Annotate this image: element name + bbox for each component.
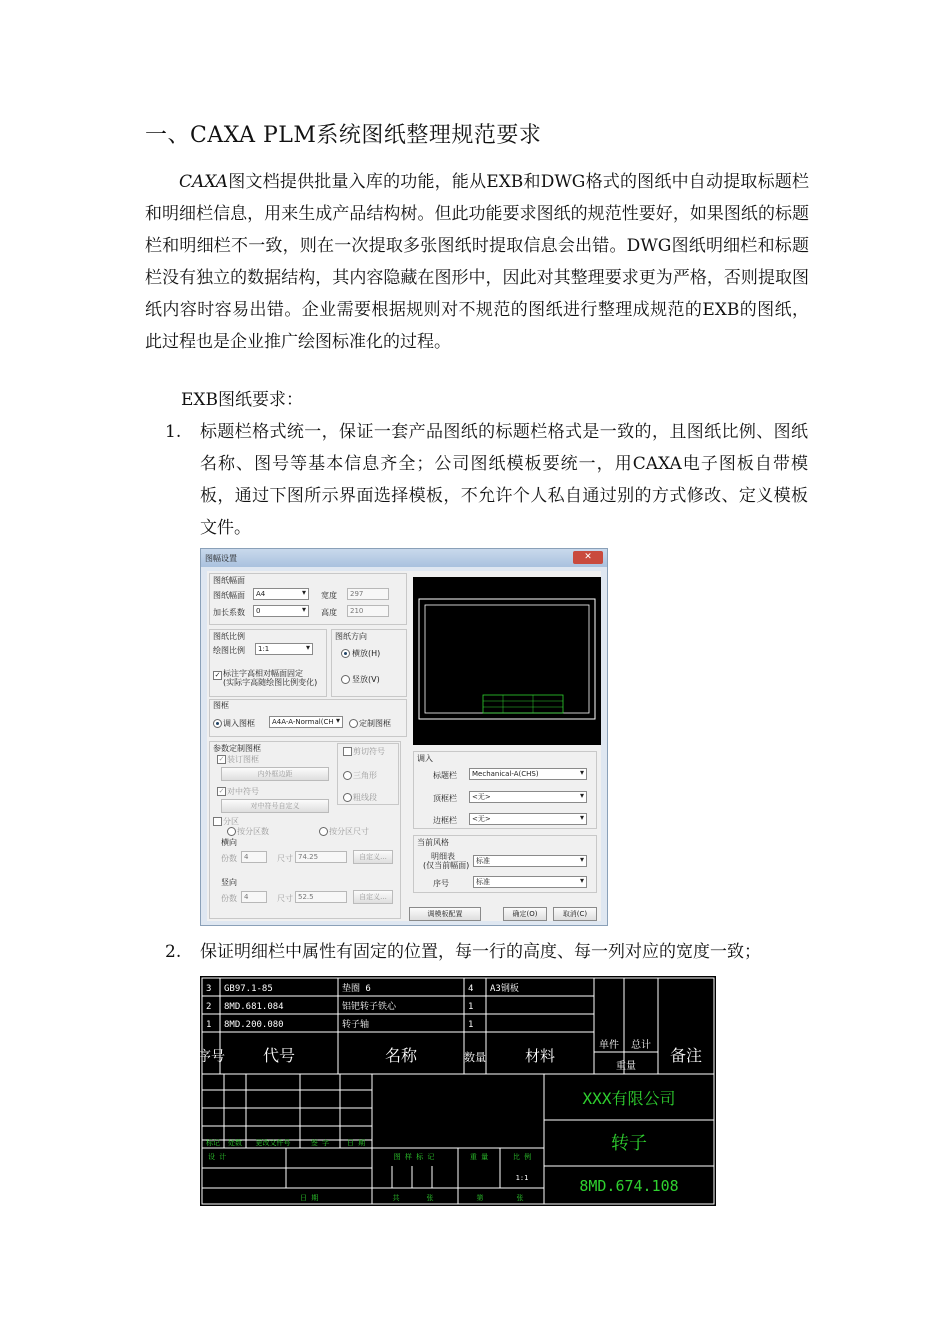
sheet-size-select[interactable]: A4 ▾	[253, 588, 309, 600]
by-size-label: 按分区尺寸	[329, 827, 369, 836]
dialog-title: 图幅设置	[205, 554, 237, 563]
preview-drawing	[413, 577, 601, 745]
center-mark-checkbox[interactable]: ✓	[218, 787, 225, 795]
h-size-field[interactable]: 74.25	[295, 851, 347, 863]
fixed-text-label: 标注字高相对幅面固定	[223, 669, 303, 678]
bom-row-seq: 2	[206, 1002, 212, 1012]
binding-label: 装订图框	[227, 755, 259, 764]
edge-bar-select[interactable]: <无> ▾	[469, 813, 587, 825]
bom-style-select[interactable]: 标准 ▾	[473, 855, 587, 867]
rev-label: 更改文件号	[255, 1139, 291, 1147]
custom-frame-label: 定制图框	[359, 719, 391, 728]
h-custom-button[interactable]: 自定义...	[353, 850, 393, 864]
rev-label: 签 字	[310, 1139, 330, 1147]
cut-symbol-checkbox[interactable]	[343, 747, 352, 756]
zone-checkbox[interactable]	[213, 817, 222, 826]
v-count-field[interactable]: 4	[241, 891, 267, 903]
rev-label: 日 期	[346, 1139, 366, 1147]
bom-header-qty: 数量	[464, 1051, 486, 1064]
by-size-radio[interactable]	[319, 827, 328, 836]
by-count-label: 按分区数	[237, 827, 269, 836]
bom-header-remark: 备注	[669, 1046, 703, 1065]
sheet-group-label: 图纸幅面	[213, 576, 245, 585]
scale-value: 1:1	[515, 1174, 529, 1182]
cancel-button[interactable]: 取消(C)	[553, 907, 597, 921]
rev-label: 标记	[206, 1139, 220, 1147]
rev-label: 处数	[228, 1139, 242, 1147]
sheet-unit-label: 张	[426, 1194, 434, 1202]
cut-symbol-label: 剪切符号	[353, 747, 385, 756]
sheet-label: 图纸幅面	[213, 591, 245, 600]
scale-select[interactable]: 1:1 ▾	[255, 643, 313, 655]
bom-row-qty: 1	[468, 1020, 474, 1030]
preview-inner-frame	[425, 605, 589, 713]
bom-style-label: 明细表	[431, 852, 455, 861]
template-config-button[interactable]: 调模板配置	[409, 907, 481, 921]
top-bar-label: 顶框栏	[433, 794, 457, 803]
bom-row-name: 垫圈 6	[342, 984, 371, 994]
orientation-group-label: 图纸方向	[335, 632, 367, 641]
triangle-radio[interactable]	[343, 771, 352, 780]
list-item-text: 保证明细栏中属性有固定的位置，每一行的高度、每一列对应的宽度一致；	[200, 942, 761, 962]
zone-label: 分区	[223, 817, 239, 826]
frame-select[interactable]: A4A-A-Normal(CH ▾	[269, 716, 343, 728]
bom-header-seq: 序号	[197, 1049, 225, 1065]
weight-label: 重 量	[469, 1153, 489, 1161]
bom-header-total: 总计	[631, 1040, 651, 1051]
triangle-label: 三角形	[353, 771, 377, 780]
enlarge-select[interactable]: 0 ▾	[253, 605, 309, 617]
list-item-number: 1.	[165, 422, 182, 442]
v-size-field[interactable]: 52.5	[295, 891, 347, 903]
frame-group-label: 图框	[213, 701, 229, 710]
landscape-label: 横放(H)	[352, 649, 381, 658]
list-item-text: 标题栏格式统一，保证一套产品图纸的标题栏格式是一致的，且图纸比例、图纸名称、图号等基本信息齐全；公司图纸模板要统一，用CAXA电子图板自带模板，通过下图所示界面选择模板，不允许个人私自通过别的方式修改、定义模板文件。	[200, 422, 808, 538]
bom-row-seq: 1	[206, 1020, 212, 1030]
center-mark-label: 对中符号	[227, 787, 259, 796]
fixed-text-note: (实际字高随绘图比例变化)	[223, 678, 318, 687]
sheet-unit-label: 张	[516, 1194, 524, 1202]
h-count-field[interactable]: 4	[241, 851, 267, 863]
bom-row-seq: 3	[206, 984, 212, 994]
sheet-num-label: 第	[476, 1194, 484, 1202]
fixed-text-checkbox[interactable]: ✓	[214, 671, 221, 679]
binding-checkbox[interactable]: ✓	[218, 755, 225, 763]
height-field[interactable]: 210	[347, 605, 389, 617]
bom-row-code: GB97.1-85	[224, 984, 273, 994]
scale-group-label: 图纸比例	[213, 632, 245, 641]
ok-button[interactable]: 确定(O)	[503, 907, 547, 921]
load-frame-radio[interactable]	[213, 719, 222, 728]
sheet-preview	[413, 577, 601, 745]
thick-line-label: 粗线段	[353, 793, 377, 802]
bom-row-name: 转子轴	[342, 1020, 370, 1030]
bom-row-material: A3钢板	[490, 984, 519, 994]
bom-drawing	[197, 976, 716, 1206]
style-group-label: 当前风格	[417, 838, 449, 847]
design-label: 设 计	[208, 1153, 227, 1161]
date-label: 日 期	[300, 1194, 319, 1202]
part-name: 转子	[611, 1133, 647, 1154]
title-block-select[interactable]: Mechanical-A(CHS) ▾	[469, 768, 587, 780]
dialog-body	[207, 571, 601, 921]
width-label: 宽度	[321, 591, 337, 600]
scale-label: 比 例	[512, 1153, 532, 1161]
bom-header-name: 名称	[384, 1046, 418, 1065]
bom-row-name: 铝钯转子铁心	[342, 1002, 397, 1012]
drawing-number: 8MD.674.108	[579, 1177, 679, 1195]
bom-row-code: 8MD.200.080	[224, 1020, 284, 1030]
by-count-radio[interactable]	[227, 827, 236, 836]
exb-heading: EXB图纸要求：	[181, 390, 304, 410]
top-bar-select[interactable]: <无> ▾	[469, 791, 587, 803]
load-frame-label: 调入图框	[223, 719, 255, 728]
width-field[interactable]: 297	[347, 588, 389, 600]
sheet-setup-dialog	[200, 548, 608, 926]
v-custom-button[interactable]: 自定义...	[353, 890, 393, 904]
intro-body: 图文档提供批量入库的功能，能从EXB和DWG格式的图纸中自动提取标题栏和明细栏信息，用来生成产品结构树。但此功能要求图纸的规范性要好，如果图纸的标题栏和明细栏不一致，则在一次提取多张图纸时提取信息会出错。DWG图纸明细栏和标题栏没有独立的数据结构，其内容隐藏在图形中，因此对其整理要求更为严格，否则提取图纸内容时容易出错。企业需要根据规则对不规范的图纸进行整理成规范的EXB的图纸，此过程也是企业推广绘图标准化的过程。	[145, 172, 809, 352]
margin-button[interactable]: 内外框边距	[221, 767, 329, 781]
bom-row-code: 8MD.681.084	[224, 1002, 284, 1012]
bom-title-block	[197, 976, 716, 1206]
close-icon[interactable]: ✕	[573, 551, 603, 564]
intro-paragraph	[145, 166, 809, 358]
company-name: XXX有限公司	[582, 1089, 676, 1108]
bom-header-material: 材料	[524, 1047, 556, 1065]
load-group-label: 调入	[417, 754, 433, 763]
portrait-radio[interactable]	[341, 675, 350, 684]
custom-frame-radio[interactable]	[349, 719, 358, 728]
intro-lead: CAXA	[179, 172, 229, 192]
enlarge-label: 加长系数	[213, 608, 245, 617]
horizontal-label: 横向	[221, 838, 237, 847]
h-size-label: 尺寸	[277, 854, 293, 863]
vertical-label: 竖向	[221, 878, 237, 887]
sheet-total-label: 共	[392, 1194, 400, 1202]
bom-style-note: (仅当前幅面)	[423, 861, 470, 870]
scale-label: 绘图比例	[213, 646, 245, 655]
center-mark-button[interactable]: 对中符号自定义	[221, 799, 329, 813]
v-count-label: 份数	[221, 894, 237, 903]
landscape-radio[interactable]	[341, 649, 350, 658]
v-size-label: 尺寸	[277, 894, 293, 903]
list-item-number: 2.	[165, 942, 182, 962]
portrait-label: 竖放(V)	[352, 675, 380, 684]
bom-header-weight: 重量	[616, 1061, 636, 1072]
title-block-label: 标题栏	[433, 771, 457, 780]
dialog-titlebar	[201, 549, 607, 567]
bom-row-qty: 1	[468, 1002, 474, 1012]
section-heading: 一、CAXA PLM系统图纸整理规范要求	[145, 123, 542, 148]
seq-style-label: 序号	[433, 879, 449, 888]
preview-title-block	[483, 695, 563, 713]
param-group-label: 参数定制图框	[213, 744, 261, 753]
stage-label: 图 样 标 记	[393, 1153, 435, 1161]
thick-line-radio[interactable]	[343, 793, 352, 802]
bom-row-qty: 4	[468, 984, 474, 994]
bom-header-unit: 单件	[599, 1040, 619, 1051]
h-count-label: 份数	[221, 854, 237, 863]
height-label: 高度	[321, 608, 337, 617]
bom-header-code: 代号	[262, 1046, 296, 1065]
seq-style-select[interactable]: 标准 ▾	[473, 876, 587, 888]
edge-bar-label: 边框栏	[433, 816, 457, 825]
